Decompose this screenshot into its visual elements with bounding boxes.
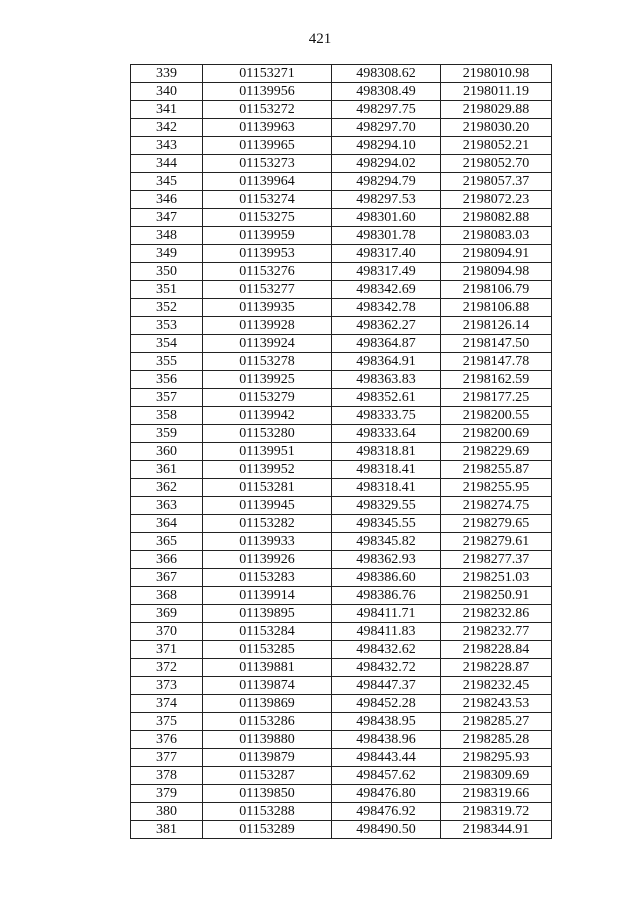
table-row xyxy=(131,119,552,137)
point-number-cell: 364 xyxy=(131,515,203,533)
y-coordinate-cell: 2198094.91 xyxy=(441,245,552,263)
table-row xyxy=(131,569,552,587)
x-coordinate-cell: 498386.60 xyxy=(332,569,441,587)
x-coordinate-cell: 498294.79 xyxy=(332,173,441,191)
table-row xyxy=(131,155,552,173)
table-row xyxy=(131,677,552,695)
point-number-cell: 370 xyxy=(131,623,203,641)
y-coordinate-cell: 2198162.59 xyxy=(441,371,552,389)
x-coordinate-cell: 498333.64 xyxy=(332,425,441,443)
table-row xyxy=(131,479,552,497)
y-coordinate-cell: 2198295.93 xyxy=(441,749,552,767)
x-coordinate-cell: 498308.49 xyxy=(332,83,441,101)
table-row xyxy=(131,731,552,749)
y-coordinate-cell: 2198228.87 xyxy=(441,659,552,677)
table-row xyxy=(131,263,552,281)
table-row xyxy=(131,515,552,533)
point-number-cell: 351 xyxy=(131,281,203,299)
table-row xyxy=(131,335,552,353)
table-row xyxy=(131,389,552,407)
y-coordinate-cell: 2198094.98 xyxy=(441,263,552,281)
x-coordinate-cell: 498345.55 xyxy=(332,515,441,533)
point-id-cell: 01139956 xyxy=(203,83,332,101)
y-coordinate-cell: 2198279.65 xyxy=(441,515,552,533)
table-row xyxy=(131,587,552,605)
point-number-cell: 349 xyxy=(131,245,203,263)
table-row xyxy=(131,137,552,155)
point-id-cell: 01153282 xyxy=(203,515,332,533)
x-coordinate-cell: 498342.69 xyxy=(332,281,441,299)
y-coordinate-cell: 2198251.03 xyxy=(441,569,552,587)
table-row xyxy=(131,65,552,83)
point-id-cell: 01139935 xyxy=(203,299,332,317)
y-coordinate-cell: 2198228.84 xyxy=(441,641,552,659)
y-coordinate-cell: 2198277.37 xyxy=(441,551,552,569)
point-number-cell: 359 xyxy=(131,425,203,443)
x-coordinate-cell: 498443.44 xyxy=(332,749,441,767)
point-id-cell: 01139879 xyxy=(203,749,332,767)
table-row xyxy=(131,803,552,821)
table-row xyxy=(131,605,552,623)
table-body xyxy=(131,65,552,839)
y-coordinate-cell: 2198126.14 xyxy=(441,317,552,335)
table-row xyxy=(131,101,552,119)
x-coordinate-cell: 498297.75 xyxy=(332,101,441,119)
point-number-cell: 375 xyxy=(131,713,203,731)
point-number-cell: 365 xyxy=(131,533,203,551)
y-coordinate-cell: 2198255.87 xyxy=(441,461,552,479)
x-coordinate-cell: 498318.41 xyxy=(332,479,441,497)
point-number-cell: 341 xyxy=(131,101,203,119)
y-coordinate-cell: 2198083.03 xyxy=(441,227,552,245)
table-row xyxy=(131,173,552,191)
y-coordinate-cell: 2198052.21 xyxy=(441,137,552,155)
y-coordinate-cell: 2198200.55 xyxy=(441,407,552,425)
x-coordinate-cell: 498352.61 xyxy=(332,389,441,407)
point-number-cell: 369 xyxy=(131,605,203,623)
table-row xyxy=(131,461,552,479)
point-number-cell: 363 xyxy=(131,497,203,515)
table-row xyxy=(131,209,552,227)
point-number-cell: 350 xyxy=(131,263,203,281)
point-number-cell: 353 xyxy=(131,317,203,335)
y-coordinate-cell: 2198309.69 xyxy=(441,767,552,785)
table-row xyxy=(131,407,552,425)
x-coordinate-cell: 498333.75 xyxy=(332,407,441,425)
point-id-cell: 01153288 xyxy=(203,803,332,821)
point-id-cell: 01139959 xyxy=(203,227,332,245)
point-number-cell: 361 xyxy=(131,461,203,479)
point-number-cell: 354 xyxy=(131,335,203,353)
y-coordinate-cell: 2198106.79 xyxy=(441,281,552,299)
y-coordinate-cell: 2198232.77 xyxy=(441,623,552,641)
y-coordinate-cell: 2198057.37 xyxy=(441,173,552,191)
point-id-cell: 01153278 xyxy=(203,353,332,371)
x-coordinate-cell: 498457.62 xyxy=(332,767,441,785)
y-coordinate-cell: 2198232.86 xyxy=(441,605,552,623)
table-row xyxy=(131,551,552,569)
point-id-cell: 01139951 xyxy=(203,443,332,461)
point-id-cell: 01139942 xyxy=(203,407,332,425)
point-number-cell: 358 xyxy=(131,407,203,425)
table-row xyxy=(131,821,552,839)
point-number-cell: 342 xyxy=(131,119,203,137)
point-number-cell: 374 xyxy=(131,695,203,713)
x-coordinate-cell: 498411.83 xyxy=(332,623,441,641)
x-coordinate-cell: 498297.53 xyxy=(332,191,441,209)
point-number-cell: 352 xyxy=(131,299,203,317)
point-id-cell: 01153285 xyxy=(203,641,332,659)
point-id-cell: 01153287 xyxy=(203,767,332,785)
x-coordinate-cell: 498362.93 xyxy=(332,551,441,569)
y-coordinate-cell: 2198279.61 xyxy=(441,533,552,551)
y-coordinate-cell: 2198147.50 xyxy=(441,335,552,353)
point-number-cell: 381 xyxy=(131,821,203,839)
point-number-cell: 346 xyxy=(131,191,203,209)
x-coordinate-cell: 498447.37 xyxy=(332,677,441,695)
y-coordinate-cell: 2198010.98 xyxy=(441,65,552,83)
table-row xyxy=(131,317,552,335)
table-row xyxy=(131,371,552,389)
x-coordinate-cell: 498345.82 xyxy=(332,533,441,551)
point-id-cell: 01153283 xyxy=(203,569,332,587)
point-number-cell: 379 xyxy=(131,785,203,803)
y-coordinate-cell: 2198232.45 xyxy=(441,677,552,695)
table-row xyxy=(131,659,552,677)
x-coordinate-cell: 498364.87 xyxy=(332,335,441,353)
point-number-cell: 357 xyxy=(131,389,203,407)
point-id-cell: 01139933 xyxy=(203,533,332,551)
point-id-cell: 01139945 xyxy=(203,497,332,515)
y-coordinate-cell: 2198274.75 xyxy=(441,497,552,515)
x-coordinate-cell: 498386.76 xyxy=(332,587,441,605)
point-id-cell: 01139953 xyxy=(203,245,332,263)
y-coordinate-cell: 2198106.88 xyxy=(441,299,552,317)
x-coordinate-cell: 498364.91 xyxy=(332,353,441,371)
x-coordinate-cell: 498438.95 xyxy=(332,713,441,731)
point-id-cell: 01139850 xyxy=(203,785,332,803)
y-coordinate-cell: 2198319.72 xyxy=(441,803,552,821)
x-coordinate-cell: 498490.50 xyxy=(332,821,441,839)
point-number-cell: 372 xyxy=(131,659,203,677)
point-id-cell: 01139928 xyxy=(203,317,332,335)
y-coordinate-cell: 2198072.23 xyxy=(441,191,552,209)
x-coordinate-cell: 498317.40 xyxy=(332,245,441,263)
point-number-cell: 373 xyxy=(131,677,203,695)
point-number-cell: 380 xyxy=(131,803,203,821)
point-id-cell: 01139924 xyxy=(203,335,332,353)
y-coordinate-cell: 2198285.28 xyxy=(441,731,552,749)
point-id-cell: 01153279 xyxy=(203,389,332,407)
table-row xyxy=(131,749,552,767)
x-coordinate-cell: 498342.78 xyxy=(332,299,441,317)
y-coordinate-cell: 2198229.69 xyxy=(441,443,552,461)
point-id-cell: 01153272 xyxy=(203,101,332,119)
point-number-cell: 345 xyxy=(131,173,203,191)
x-coordinate-cell: 498362.27 xyxy=(332,317,441,335)
table-row xyxy=(131,713,552,731)
point-id-cell: 01153274 xyxy=(203,191,332,209)
y-coordinate-cell: 2198344.91 xyxy=(441,821,552,839)
x-coordinate-cell: 498411.71 xyxy=(332,605,441,623)
table-row xyxy=(131,641,552,659)
x-coordinate-cell: 498294.10 xyxy=(332,137,441,155)
point-number-cell: 347 xyxy=(131,209,203,227)
y-coordinate-cell: 2198029.88 xyxy=(441,101,552,119)
table-row xyxy=(131,353,552,371)
point-number-cell: 376 xyxy=(131,731,203,749)
y-coordinate-cell: 2198200.69 xyxy=(441,425,552,443)
x-coordinate-cell: 498363.83 xyxy=(332,371,441,389)
y-coordinate-cell: 2198319.66 xyxy=(441,785,552,803)
point-id-cell: 01153280 xyxy=(203,425,332,443)
x-coordinate-cell: 498294.02 xyxy=(332,155,441,173)
table-row xyxy=(131,623,552,641)
y-coordinate-cell: 2198030.20 xyxy=(441,119,552,137)
point-id-cell: 01139963 xyxy=(203,119,332,137)
point-number-cell: 356 xyxy=(131,371,203,389)
point-id-cell: 01139925 xyxy=(203,371,332,389)
x-coordinate-cell: 498318.81 xyxy=(332,443,441,461)
page-number: 421 xyxy=(308,31,332,47)
x-coordinate-cell: 498317.49 xyxy=(332,263,441,281)
table-row xyxy=(131,245,552,263)
point-number-cell: 377 xyxy=(131,749,203,767)
table-row xyxy=(131,425,552,443)
table-row xyxy=(131,533,552,551)
point-id-cell: 01139880 xyxy=(203,731,332,749)
point-id-cell: 01153277 xyxy=(203,281,332,299)
point-id-cell: 01153273 xyxy=(203,155,332,173)
point-id-cell: 01139964 xyxy=(203,173,332,191)
y-coordinate-cell: 2198147.78 xyxy=(441,353,552,371)
x-coordinate-cell: 498308.62 xyxy=(332,65,441,83)
y-coordinate-cell: 2198255.95 xyxy=(441,479,552,497)
x-coordinate-cell: 498438.96 xyxy=(332,731,441,749)
point-number-cell: 339 xyxy=(131,65,203,83)
point-id-cell: 01153281 xyxy=(203,479,332,497)
point-id-cell: 01139895 xyxy=(203,605,332,623)
point-number-cell: 362 xyxy=(131,479,203,497)
y-coordinate-cell: 2198177.25 xyxy=(441,389,552,407)
x-coordinate-cell: 498318.41 xyxy=(332,461,441,479)
y-coordinate-cell: 2198250.91 xyxy=(441,587,552,605)
x-coordinate-cell: 498301.60 xyxy=(332,209,441,227)
x-coordinate-cell: 498297.70 xyxy=(332,119,441,137)
x-coordinate-cell: 498432.62 xyxy=(332,641,441,659)
point-number-cell: 360 xyxy=(131,443,203,461)
coordinates-table xyxy=(130,64,552,839)
table-row xyxy=(131,83,552,101)
table-row xyxy=(131,443,552,461)
table-row xyxy=(131,767,552,785)
point-id-cell: 01153276 xyxy=(203,263,332,281)
point-id-cell: 01139965 xyxy=(203,137,332,155)
point-number-cell: 343 xyxy=(131,137,203,155)
table-row xyxy=(131,299,552,317)
point-id-cell: 01153289 xyxy=(203,821,332,839)
point-number-cell: 368 xyxy=(131,587,203,605)
point-number-cell: 348 xyxy=(131,227,203,245)
point-id-cell: 01139952 xyxy=(203,461,332,479)
x-coordinate-cell: 498301.78 xyxy=(332,227,441,245)
x-coordinate-cell: 498476.80 xyxy=(332,785,441,803)
x-coordinate-cell: 498452.28 xyxy=(332,695,441,713)
table-row xyxy=(131,191,552,209)
x-coordinate-cell: 498476.92 xyxy=(332,803,441,821)
point-number-cell: 340 xyxy=(131,83,203,101)
point-number-cell: 378 xyxy=(131,767,203,785)
point-id-cell: 01139869 xyxy=(203,695,332,713)
point-id-cell: 01153275 xyxy=(203,209,332,227)
y-coordinate-cell: 2198082.88 xyxy=(441,209,552,227)
table-row xyxy=(131,497,552,515)
y-coordinate-cell: 2198243.53 xyxy=(441,695,552,713)
point-number-cell: 366 xyxy=(131,551,203,569)
point-number-cell: 344 xyxy=(131,155,203,173)
table-row xyxy=(131,281,552,299)
table-row xyxy=(131,785,552,803)
y-coordinate-cell: 2198052.70 xyxy=(441,155,552,173)
point-id-cell: 01139874 xyxy=(203,677,332,695)
y-coordinate-cell: 2198285.27 xyxy=(441,713,552,731)
point-id-cell: 01153286 xyxy=(203,713,332,731)
x-coordinate-cell: 498432.72 xyxy=(332,659,441,677)
point-number-cell: 355 xyxy=(131,353,203,371)
x-coordinate-cell: 498329.55 xyxy=(332,497,441,515)
y-coordinate-cell: 2198011.19 xyxy=(441,83,552,101)
point-id-cell: 01153284 xyxy=(203,623,332,641)
point-number-cell: 371 xyxy=(131,641,203,659)
point-id-cell: 01139914 xyxy=(203,587,332,605)
point-number-cell: 367 xyxy=(131,569,203,587)
point-id-cell: 01139926 xyxy=(203,551,332,569)
table-row xyxy=(131,695,552,713)
table-row xyxy=(131,227,552,245)
point-id-cell: 01139881 xyxy=(203,659,332,677)
point-id-cell: 01153271 xyxy=(203,65,332,83)
